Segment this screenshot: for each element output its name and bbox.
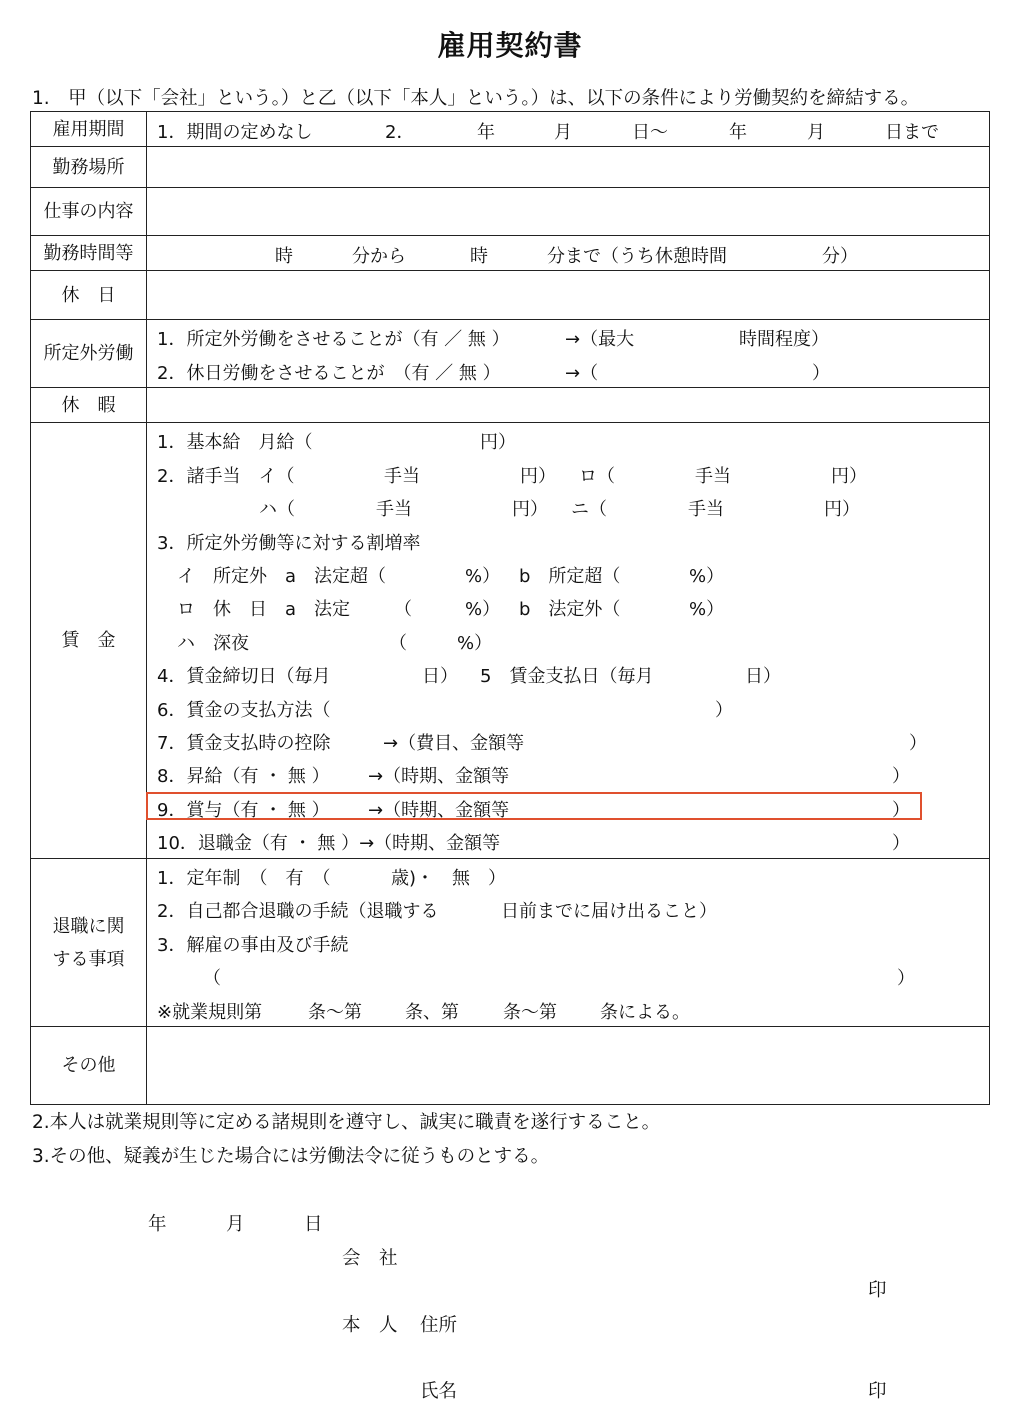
wage-premium-night-pct: %）	[457, 632, 493, 654]
wage-payment-method: 6．賃金の支払方法（	[157, 699, 331, 721]
overtime-line-1: 1．所定外労働をさせることが（有 ／ 無 ）	[157, 329, 510, 351]
hours-start-hour: 時	[275, 245, 293, 267]
intro-clause: 1. 甲（以下「会社」という。）と乙（以下「本人」という。）は、以下の条件により労働契約を締結する。	[32, 88, 920, 109]
sign-year: 年	[148, 1214, 167, 1235]
period-option-indefinite: 1．期間の定めなし	[157, 121, 313, 143]
wage-allowance-ha-label: 手当	[376, 499, 412, 521]
wage-premium-holiday-b-pct: %）	[689, 599, 725, 621]
sign-day: 日	[304, 1214, 323, 1235]
wage-premium-overtime: イ 所定外 a 法定超（	[177, 566, 387, 588]
label-retirement-line-1: 退職に関	[52, 915, 125, 937]
hours-end-hour: 時	[470, 245, 488, 267]
period-end-year: 年	[729, 121, 747, 143]
wage-payment-method-close: ）	[715, 699, 733, 721]
retire-voluntary: 2．自己都合退職の手続（退職する	[157, 901, 439, 923]
wage-premium-overtime-b: b 所定超（	[519, 566, 621, 588]
value-retirement[interactable]	[147, 859, 990, 1027]
label-workplace: 勤務場所	[31, 147, 147, 188]
overtime-line-2: 2．休日労働をさせることが （有 ／ 無 ）	[157, 362, 501, 384]
wage-premium-night: ハ 深夜	[177, 632, 249, 654]
wage-bonus-close: ）	[892, 799, 910, 821]
retire-age-system: 1．定年制 （ 有 （	[157, 868, 331, 890]
clause-2: 2.本人は就業規則等に定める諸規則を遵守し、誠実に職責を遂行すること。	[32, 1112, 661, 1133]
wage-premium-title: 3．所定外労働等に対する割増率	[157, 532, 421, 554]
retire-rules-to-1: 条～第	[308, 1001, 362, 1023]
value-wages[interactable]	[147, 423, 990, 859]
value-working-hours[interactable]	[147, 236, 990, 271]
wage-allowance-i-yen: 円）	[520, 465, 556, 487]
wage-bonus-detail: →（時期、金額等	[368, 799, 510, 821]
wage-closing-day: 4．賃金締切日（毎月	[157, 666, 331, 688]
address-label: 住所	[420, 1315, 458, 1336]
wage-base-yen: 円）	[480, 432, 516, 454]
label-other: その他	[31, 1027, 147, 1105]
period-start-year: 年	[477, 121, 495, 143]
row-leave	[31, 388, 990, 423]
value-job[interactable]	[147, 188, 990, 236]
holiday-work-close: ）	[812, 362, 830, 384]
wage-allowance-ni-yen: 円）	[824, 499, 860, 521]
label-overtime: 所定外労働	[31, 320, 147, 388]
wage-premium-overtime-b-pct: %）	[689, 566, 725, 588]
value-employment-period[interactable]	[147, 112, 990, 147]
value-other[interactable]	[147, 1027, 990, 1105]
period-start-day: 日～	[632, 121, 668, 143]
period-start-month: 月	[554, 121, 572, 143]
retire-dismissal: 3．解雇の事由及び手続	[157, 934, 349, 956]
wage-allowance-ha: ハ（	[259, 499, 295, 521]
row-wages	[31, 423, 990, 859]
wage-premium-holiday: ロ 休 日 a 法定	[177, 599, 351, 621]
wage-severance: 10．退職金（有 ・ 無 ）→（時期、金額等	[157, 833, 501, 855]
document-title: 雇用契約書	[437, 29, 583, 62]
overtime-hours-label: 時間程度）	[739, 329, 829, 351]
wage-allowance-ro-yen: 円）	[831, 465, 867, 487]
hours-start-minute: 分から	[352, 245, 406, 267]
retire-voluntary-notice: 日前までに届け出ること）	[501, 901, 717, 923]
row-holiday	[31, 271, 990, 320]
wage-allowance-ni: ニ（	[571, 499, 607, 521]
label-holiday: 休 日	[31, 271, 147, 320]
label-job: 仕事の内容	[31, 188, 147, 236]
person-seal: 印	[868, 1381, 887, 1402]
retire-rules-and: 条、第	[405, 1001, 459, 1023]
label-retirement-line-2: する事項	[52, 948, 125, 970]
row-job	[31, 188, 990, 236]
hours-end-minute: 分まで（うち休憩時間	[547, 245, 727, 267]
retire-rules-end: 条による。	[600, 1001, 690, 1023]
wage-payment-day-unit: 日）	[745, 666, 781, 688]
person-label: 本 人	[342, 1315, 398, 1336]
label-retirement	[31, 859, 147, 1027]
wage-payment-day: 5 賃金支払日（毎月	[480, 666, 654, 688]
retire-dismissal-close: ）	[897, 968, 915, 990]
wage-allowance-ni-label: 手当	[688, 499, 724, 521]
wage-deduction: 7．賃金支払時の控除	[157, 732, 331, 754]
period-end-day: 日まで	[885, 121, 939, 143]
row-other	[31, 1027, 990, 1105]
sign-month: 月	[226, 1214, 245, 1235]
label-wages: 賃 金	[31, 423, 147, 859]
company-label: 会 社	[342, 1248, 398, 1269]
wage-bonus-line[interactable]	[147, 791, 989, 824]
overtime-max-label: →（最大	[565, 329, 635, 351]
contract-table	[30, 111, 990, 1105]
wage-allowance-ro-label: 手当	[695, 465, 731, 487]
wage-closing-day-unit: 日）	[422, 666, 458, 688]
wage-severance-close: ）	[892, 833, 910, 855]
wage-premium-holiday-a-pct: %）	[465, 599, 501, 621]
hours-break-minutes: 分）	[822, 245, 858, 267]
wage-allowance-ro: ロ（	[579, 465, 615, 487]
wage-premium-holiday-open: （	[394, 599, 412, 621]
wage-premium-holiday-b: b 法定外（	[519, 599, 621, 621]
period-end-month: 月	[807, 121, 825, 143]
value-holiday[interactable]	[147, 271, 990, 320]
name-label: 氏名	[420, 1381, 458, 1402]
wage-allowance-ha-yen: 円）	[512, 499, 548, 521]
row-employment-period	[31, 112, 990, 147]
wage-premium-overtime-a-pct: %）	[465, 566, 501, 588]
company-seal: 印	[868, 1280, 887, 1301]
row-workplace	[31, 147, 990, 188]
period-option-fixed: 2．	[385, 121, 415, 143]
label-working-hours: 勤務時間等	[31, 236, 147, 271]
value-workplace[interactable]	[147, 147, 990, 188]
retire-rules-article: ※就業規則第	[157, 1001, 263, 1023]
wage-raise: 8．昇給（有 ・ 無 ）	[157, 766, 330, 788]
label-leave: 休 暇	[31, 388, 147, 423]
wage-allowance-i: 2．諸手当 イ（	[157, 465, 295, 487]
wage-deduction-close: ）	[909, 732, 927, 754]
row-retirement	[31, 859, 990, 1027]
wage-raise-close: ）	[892, 766, 910, 788]
row-working-hours	[31, 236, 990, 271]
wage-allowance-i-label: 手当	[384, 465, 420, 487]
clause-3: 3.その他、疑義が生じた場合には労働法令に従うものとする。	[32, 1146, 550, 1167]
wage-bonus: 9．賞与（有 ・ 無 ）	[157, 799, 330, 821]
retire-dismissal-open: （	[203, 968, 221, 990]
value-leave[interactable]	[147, 388, 990, 423]
wage-premium-night-open: （	[389, 632, 407, 654]
label-employment-period: 雇用期間	[31, 112, 147, 147]
retire-age-unit: 歳)・ 無 ）	[391, 868, 507, 890]
wage-raise-detail: →（時期、金額等	[368, 766, 510, 788]
wage-deduction-detail: →（費目、金額等	[383, 732, 525, 754]
holiday-work-open: →（	[565, 362, 599, 384]
value-overtime[interactable]	[147, 320, 990, 388]
row-overtime	[31, 320, 990, 388]
retire-rules-to-2: 条～第	[503, 1001, 557, 1023]
wage-base-salary: 1．基本給 月給（	[157, 432, 313, 454]
